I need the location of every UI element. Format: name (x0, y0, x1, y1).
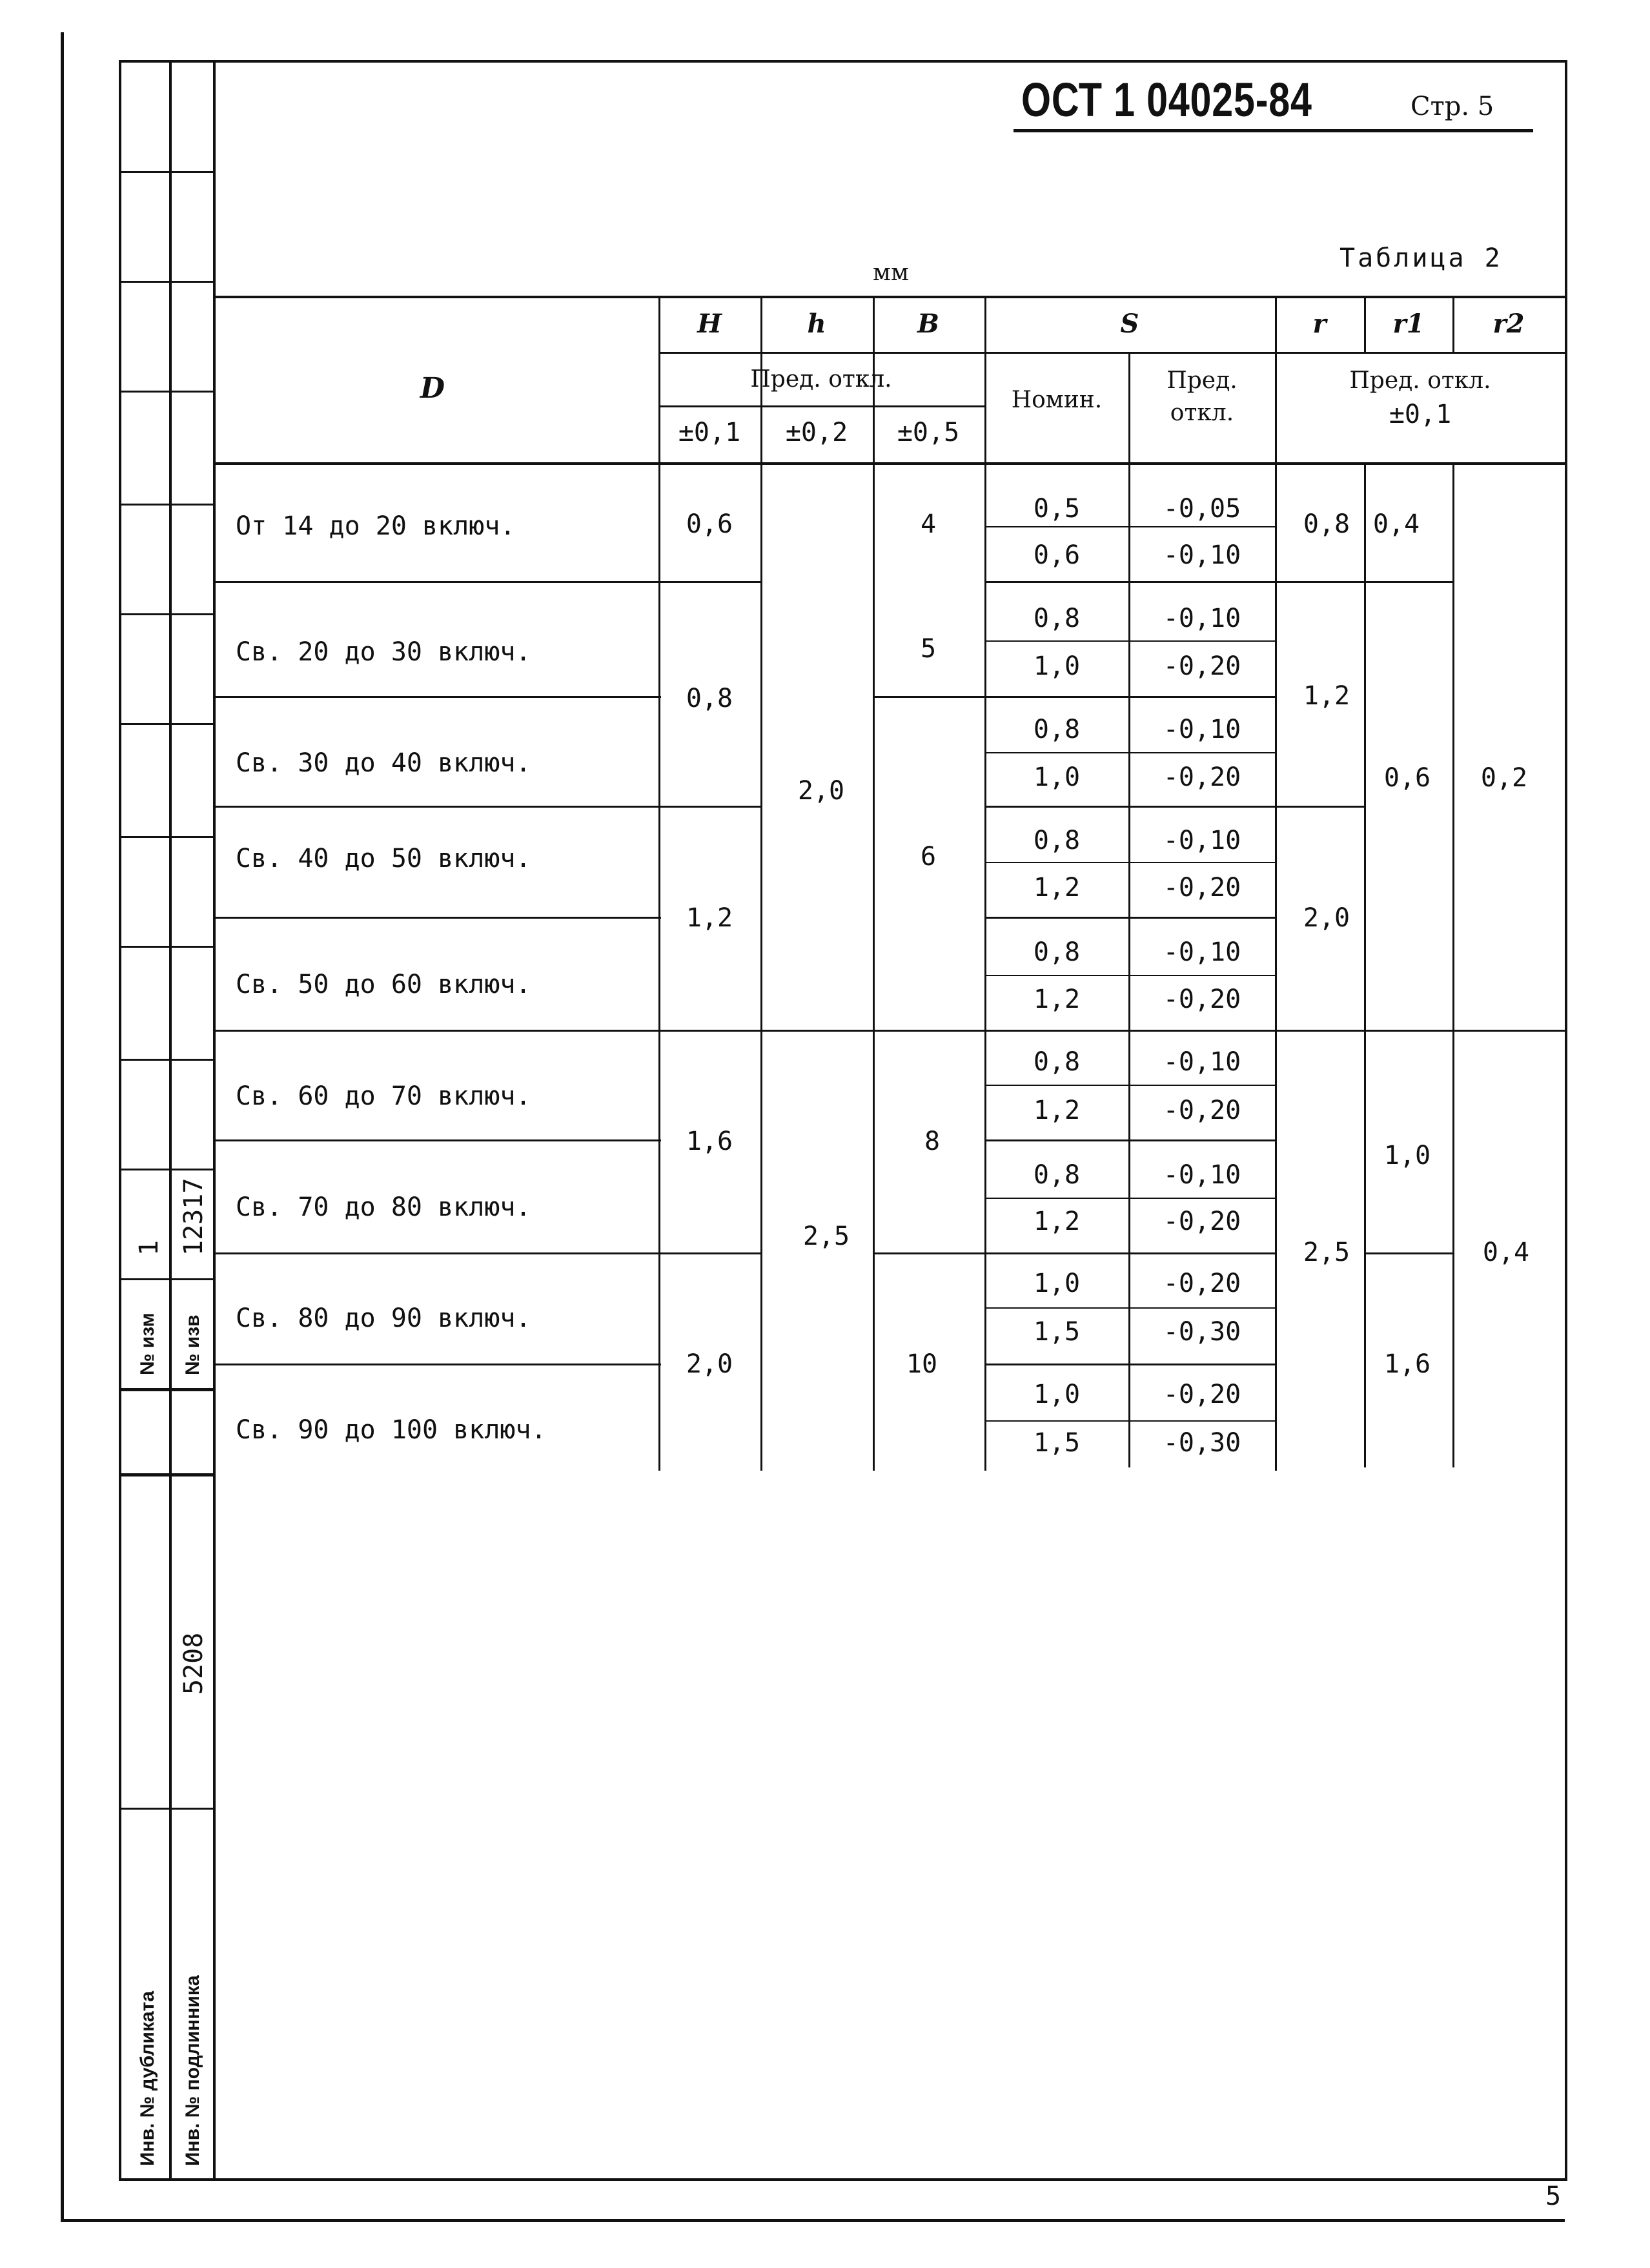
d-range-5: Св. 50 до 60 включ. (236, 970, 531, 999)
r-value: 2,0 (1303, 903, 1350, 933)
header-r1: r1 (1392, 309, 1425, 339)
page-label: Стр. 5 (1411, 92, 1494, 121)
d-range-8: Св. 80 до 90 включ. (236, 1303, 531, 1333)
header-d: D (420, 372, 445, 405)
s-nomin: 1,2 (1033, 985, 1081, 1014)
s-nomin: 0,8 (1033, 937, 1081, 967)
s-tol: -0,10 (1163, 1160, 1241, 1190)
header-s: S (1120, 309, 1139, 339)
standard-number: ОСТ 1 04025-84 (1021, 73, 1312, 127)
izm-value: 1 (134, 1240, 164, 1256)
s-nomin: 1,0 (1033, 1380, 1081, 1409)
d-range-4: Св. 40 до 50 включ. (236, 844, 531, 873)
s-tol: -0,20 (1163, 1269, 1241, 1298)
table-caption: Таблица 2 (1339, 243, 1503, 273)
d-range-3: Св. 30 до 40 включ. (236, 748, 531, 778)
header-tol-h-lower: ±0,2 (785, 418, 848, 447)
s-nomin: 0,8 (1033, 1160, 1081, 1190)
s-nomin: 1,5 (1033, 1428, 1081, 1458)
r1-value: 0,6 (1383, 763, 1431, 793)
inv-podl-label: Инв. № подлинника (182, 1975, 203, 2166)
s-nomin: 0,8 (1033, 1047, 1081, 1077)
header-h-upper: H (697, 309, 722, 339)
header-r-pred-otkl: Пред. откл. (1349, 367, 1491, 394)
header-b: B (917, 309, 939, 339)
b-value: 8 (924, 1127, 941, 1156)
s-tol: -0,10 (1163, 604, 1241, 633)
h-upper-value: 1,2 (686, 903, 733, 933)
inv-podl-value: 5208 (179, 1632, 209, 1695)
r1-value: 1,6 (1383, 1349, 1431, 1379)
header-r: r (1312, 309, 1327, 339)
s-tol: -0,05 (1163, 494, 1241, 524)
s-tol: -0,20 (1163, 1380, 1241, 1409)
s-nomin: 1,2 (1033, 1207, 1081, 1236)
s-tol: -0,10 (1163, 826, 1241, 855)
header-nomin: Номин. (1011, 387, 1103, 413)
s-nomin: 1,0 (1033, 762, 1081, 792)
header-r2: r2 (1492, 309, 1525, 339)
r-value: 0,8 (1303, 509, 1350, 539)
b-value: 10 (906, 1349, 938, 1379)
inv-dub-label: Инв. № дубликата (137, 1990, 158, 2166)
header-s-pred-2: откл. (1170, 400, 1234, 426)
s-nomin: 0,8 (1033, 826, 1081, 855)
d-range-6: Св. 60 до 70 включ. (236, 1081, 531, 1111)
table-units: мм (872, 260, 910, 286)
s-tol: -0,20 (1163, 1096, 1241, 1125)
b-value: 4 (920, 509, 937, 539)
s-tol: -0,10 (1163, 1047, 1241, 1077)
s-nomin: 0,6 (1033, 540, 1081, 570)
header-r-tol: ±0,1 (1389, 400, 1452, 429)
s-tol: -0,20 (1163, 985, 1241, 1014)
h-lower-value: 2,5 (802, 1221, 850, 1251)
r1-value: 1,0 (1383, 1141, 1431, 1170)
s-tol: -0,10 (1163, 715, 1241, 744)
s-tol: -0,20 (1163, 651, 1241, 681)
r2-value: 0,4 (1482, 1238, 1530, 1267)
s-nomin: 1,5 (1033, 1317, 1081, 1347)
s-tol: -0,10 (1163, 540, 1241, 570)
header-underline (1013, 129, 1533, 132)
izm-label: № изм (137, 1313, 158, 1375)
s-nomin: 0,8 (1033, 604, 1081, 633)
header-tol-b: ±0,5 (897, 418, 960, 447)
s-tol: -0,30 (1163, 1317, 1241, 1347)
h-upper-value: 0,8 (686, 684, 733, 713)
s-tol: -0,20 (1163, 762, 1241, 792)
page-number: 5 (1545, 2181, 1562, 2211)
r2-value: 0,2 (1480, 763, 1528, 793)
h-upper-value: 0,6 (686, 509, 733, 539)
d-range-9: Св. 90 до 100 включ. (236, 1415, 547, 1445)
d-range-2: Св. 20 до 30 включ. (236, 637, 531, 667)
r1-value: 0,4 (1372, 509, 1420, 539)
s-nomin: 0,5 (1033, 494, 1081, 524)
b-value: 5 (920, 634, 937, 664)
s-nomin: 1,2 (1033, 873, 1081, 903)
d-range-7: Св. 70 до 80 включ. (236, 1192, 531, 1222)
d-range-1: От 14 до 20 включ. (236, 511, 516, 541)
izv-label: № изв (182, 1314, 203, 1375)
header-s-pred-1: Пред. (1166, 367, 1238, 394)
h-upper-value: 2,0 (686, 1349, 733, 1379)
header-h-lower: h (807, 309, 826, 339)
s-nomin: 1,0 (1033, 651, 1081, 681)
s-tol: -0,10 (1163, 937, 1241, 967)
header-tol-h-upper: ±0,1 (678, 418, 741, 447)
h-upper-value: 1,6 (686, 1127, 733, 1156)
s-tol: -0,20 (1163, 873, 1241, 903)
h-lower-value: 2,0 (797, 776, 845, 806)
r-value: 2,5 (1303, 1238, 1350, 1267)
b-value: 6 (920, 842, 937, 872)
r-value: 1,2 (1303, 681, 1350, 711)
izv-value: 12317 (179, 1178, 209, 1256)
s-tol: -0,20 (1163, 1207, 1241, 1236)
s-nomin: 0,8 (1033, 715, 1081, 744)
s-tol: -0,30 (1163, 1428, 1241, 1458)
s-nomin: 1,0 (1033, 1269, 1081, 1298)
s-nomin: 1,2 (1033, 1096, 1081, 1125)
header-pred-otkl: Пред. откл. (750, 366, 892, 393)
